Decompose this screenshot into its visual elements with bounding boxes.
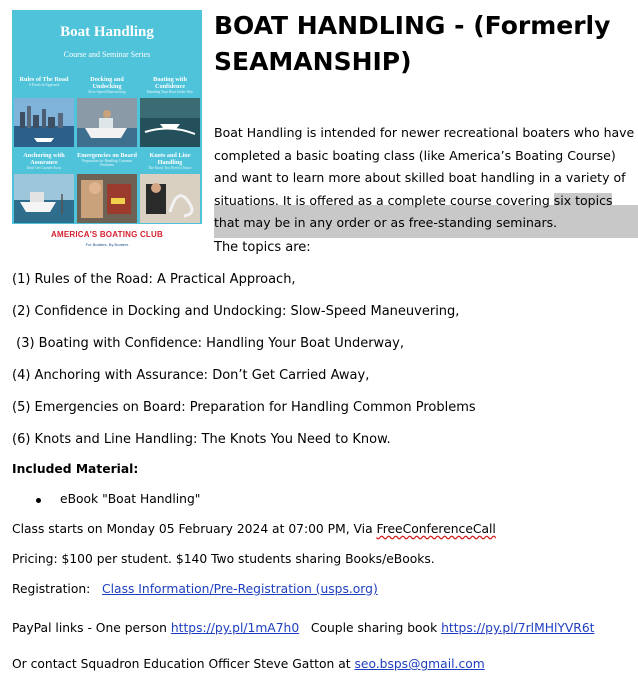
cover-tile <box>13 150 75 224</box>
cover-tile <box>139 150 201 224</box>
paypal-line <box>12 621 594 635</box>
topic-item: (6) Knots and Line Handling: The Knots You Need to Know. <box>12 432 391 447</box>
intro-paragraph <box>214 122 638 235</box>
cover-tile <box>76 150 138 224</box>
topic-item: (3) Boating with Confidence: Handling Your Boat Underway, <box>12 336 404 351</box>
registration-link[interactable]: Class Information/Pre-Registration (usps.org) <box>102 582 378 596</box>
registration-line <box>12 582 378 596</box>
title-line-1: BOAT HANDLING - (Formerly <box>214 11 611 40</box>
tile-subtitle: Handling Your Boat Under Way <box>146 90 194 94</box>
paypal-link-one[interactable]: https://py.pl/1mA7h0 <box>170 621 300 635</box>
club-logo: AMERICA'S BOATING CLUB <box>51 230 163 239</box>
bullet-icon <box>36 498 41 503</box>
knots-photo <box>140 174 200 223</box>
registration-label: Registration: <box>12 582 91 596</box>
boat-underway-photo <box>140 98 200 147</box>
contact-text: Or contact Squadron Education Officer Steve Gatton at <box>12 657 355 671</box>
paypal-label-couple: Couple sharing book <box>310 621 442 635</box>
contact-email-link[interactable]: seo.bsps@gmail.com <box>354 657 485 671</box>
cover-tile-grid <box>12 74 202 224</box>
cover-tile <box>13 74 75 148</box>
tile-title: Knots and Line Handling <box>149 152 191 166</box>
city-skyline-photo <box>14 98 74 147</box>
platform-name: FreeConferenceCall <box>376 522 496 536</box>
page-title <box>214 8 634 80</box>
tile-title: Docking and Undocking <box>90 76 124 90</box>
material-item: eBook "Boat Handling" <box>60 492 201 506</box>
tile-title: Boating with Confidence <box>153 76 187 90</box>
contact-line <box>12 657 485 671</box>
emergency-photo <box>77 174 137 223</box>
cover-subtitle: Course and Seminar Series <box>63 50 151 59</box>
pricing-text: Pricing: $100 per student. $140 Two students sharing Books/eBooks. <box>12 552 435 566</box>
material-heading: Included Material: <box>12 462 139 476</box>
topic-item: (2) Confidence in Docking and Undocking: Slow-Speed Maneuvering, <box>12 304 460 319</box>
tile-subtitle: Preparation for Handling Common Problems <box>81 159 133 167</box>
tile-subtitle: Don't Get Carried Away <box>26 166 62 170</box>
intro-text: Boat Handling is intended for newer recreational boaters who have completed a basic boating class (like America’s Boating Course) and want to learn more about skilled boat handling in a variety of situations. It is offered as a complete course covering <box>214 125 635 208</box>
tile-subtitle: A Practical Approach <box>28 83 60 87</box>
intro-highlighted-text: six topics that may be in any order or as free-standing seminars. <box>214 192 613 230</box>
topic-item: (1) Rules of the Road: A Practical Approach, <box>12 272 296 287</box>
title-line-2: SEAMANSHIP) <box>214 47 412 76</box>
cover-tile <box>76 74 138 148</box>
paypal-link-couple[interactable]: https://py.pl/7rlMHlYVR6t <box>441 621 595 635</box>
docking-photo <box>77 98 137 147</box>
class-start-info <box>12 522 496 536</box>
cover-tile <box>139 74 201 148</box>
class-start-text: Class starts on Monday 05 February 2024 at 07:00 PM, Via <box>12 522 377 536</box>
cover-image <box>12 10 202 257</box>
paypal-label-one: PayPal links - One person <box>12 621 171 635</box>
cover-logo-band <box>12 224 202 257</box>
tile-title: Emergencies on Board <box>77 152 137 159</box>
tile-title: Anchoring with Assurance <box>23 152 65 166</box>
tile-subtitle: Slow-Speed Maneuvering <box>88 90 126 94</box>
club-tagline: For Boaters, By Boaters <box>85 242 129 247</box>
topic-item: (5) Emergencies on Board: Preparation for Handling Common Problems <box>12 400 476 415</box>
topic-item: (4) Anchoring with Assurance: Don’t Get Carried Away, <box>12 368 370 383</box>
anchoring-photo <box>14 174 74 223</box>
topics-intro: The topics are: <box>214 240 311 255</box>
cover-title: Boat Handling <box>60 24 154 40</box>
tile-title: Rules of The Road <box>19 76 69 83</box>
tile-subtitle: The Knots You Need to Know <box>148 166 192 170</box>
